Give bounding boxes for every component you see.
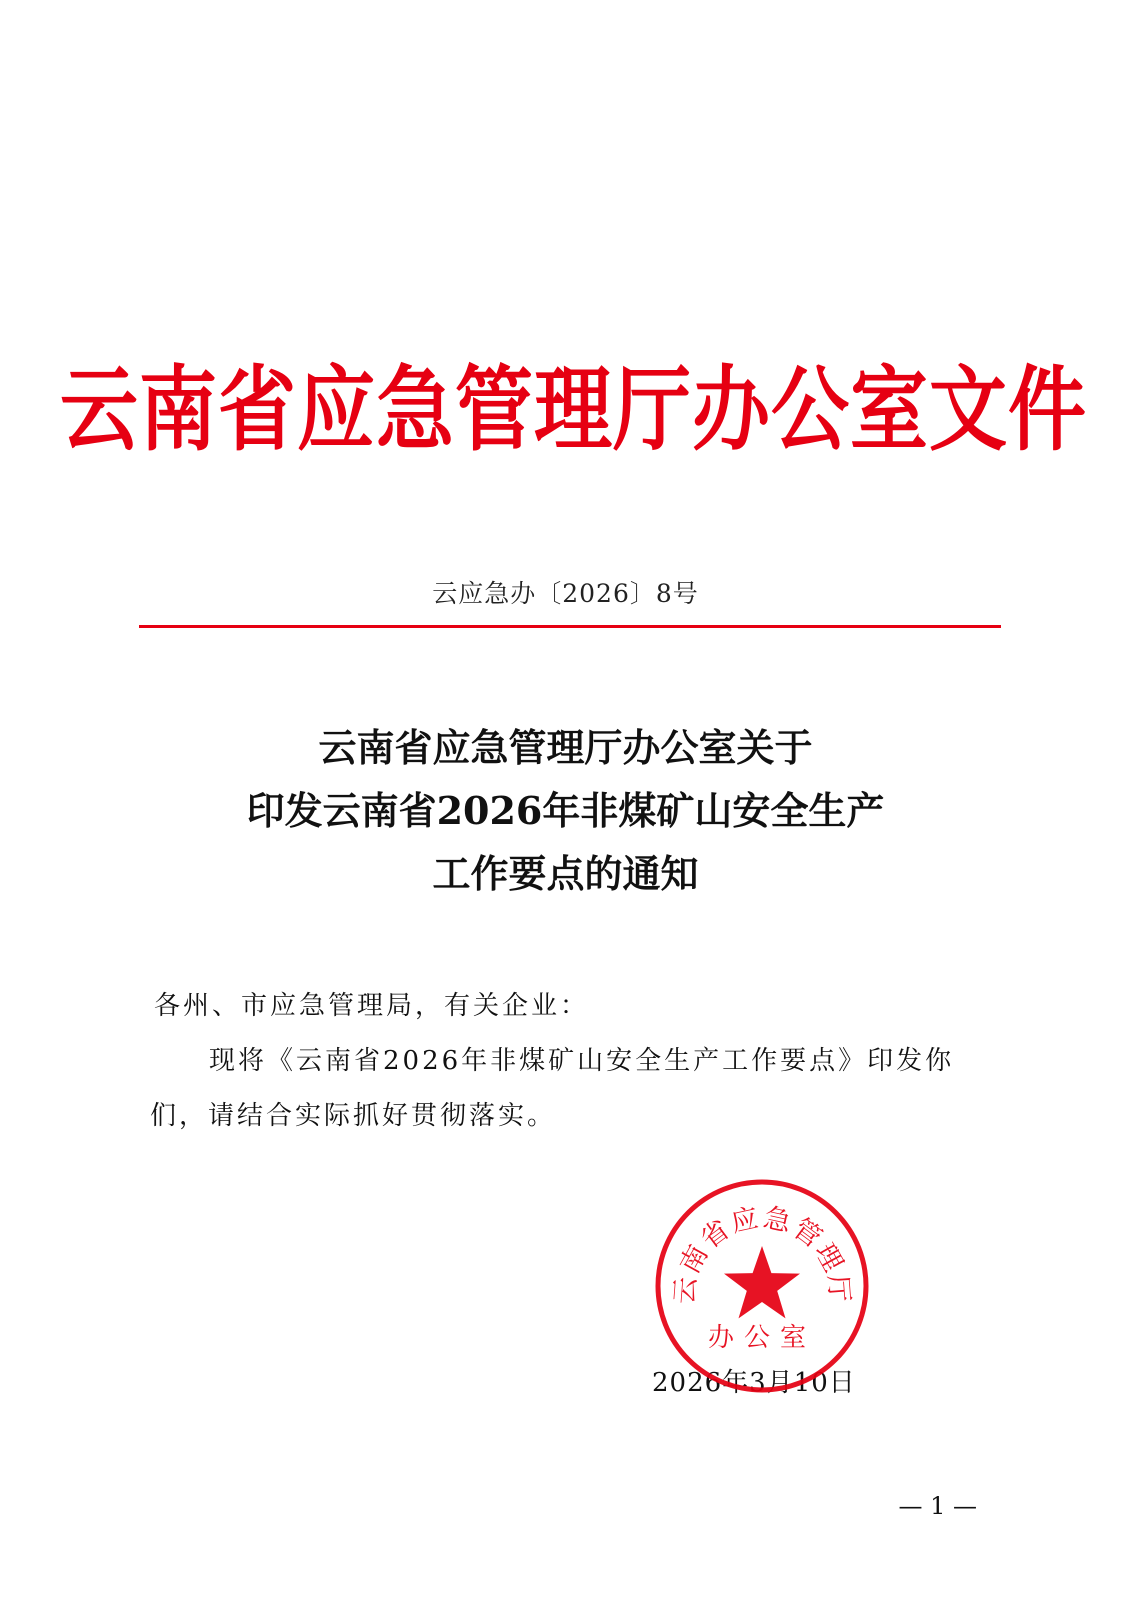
official-seal — [652, 1176, 872, 1396]
body-line-2: 们，请结合实际抓好贯彻落实。 — [150, 1101, 557, 1131]
body-line-1: 现将《云南省2026年非煤矿山安全生产工作要点》印发你 — [209, 1046, 955, 1076]
signature-date: 2026年3月10日 — [652, 1368, 856, 1398]
title-line-3: 工作要点的通知 — [432, 851, 699, 896]
seal-star-icon — [724, 1246, 800, 1318]
body-paragraph — [150, 1034, 990, 1144]
document-number: 云应急办〔2026〕8号 — [432, 579, 699, 608]
seal-bottom-text: 办公室 — [707, 1323, 817, 1353]
page-number: — 1 — — [898, 1492, 977, 1520]
document-title — [0, 716, 1131, 905]
title-line-1: 云南省应急管理厅办公室关于 — [318, 725, 813, 770]
red-separator-line — [139, 625, 1001, 628]
addressee: 各州、市应急管理局，有关企业： — [154, 991, 590, 1021]
seal-arc-text: 云南省应急管理厅 — [669, 1202, 855, 1306]
title-line-2: 印发云南省2026年非煤矿山安全生产 — [246, 788, 885, 833]
issuer-header: 云南省应急管理厅办公室文件 — [60, 356, 1088, 465]
